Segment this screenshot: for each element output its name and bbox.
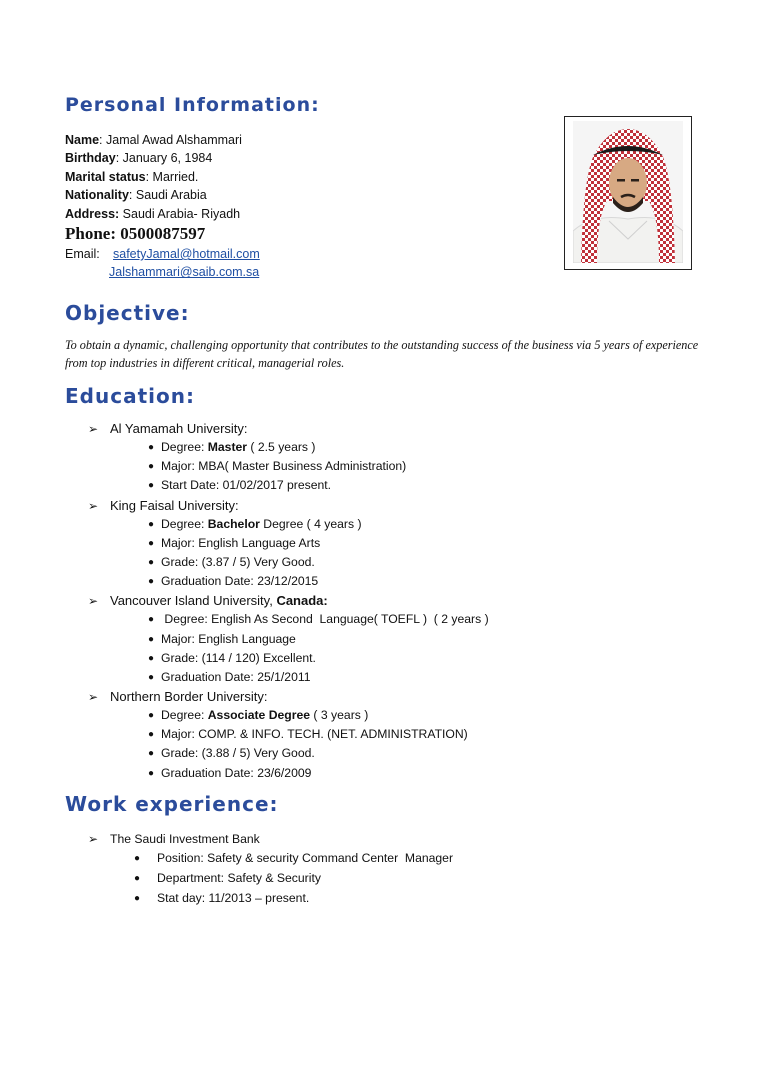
work-experience-heading: Work experience: bbox=[65, 792, 279, 816]
marital-value: : Married. bbox=[145, 169, 199, 184]
list-item bbox=[88, 725, 468, 744]
university-name: Al Yamamah University: bbox=[110, 421, 248, 436]
grade-text: Grade: (3.87 / 5) Very Good. bbox=[161, 554, 315, 569]
university-al-yamamah bbox=[88, 419, 328, 438]
phone: Phone: 0500087597 bbox=[65, 224, 206, 244]
objective-text: To obtain a dynamic, challenging opportunity that contributes to the outstanding success of the business via 5 years of experience from top industries in different critical, managerial roles. bbox=[65, 338, 699, 370]
degree-text bbox=[161, 706, 368, 725]
birthday-label: Birthday bbox=[65, 151, 116, 166]
bullet-icon: ● bbox=[148, 461, 155, 473]
nationality-row bbox=[65, 186, 260, 204]
address-value: Saudi Arabia- Riyadh bbox=[119, 206, 241, 221]
bullet-icon: ● bbox=[148, 442, 155, 453]
name-label: Name bbox=[65, 133, 100, 147]
department-text: Department: Safety & Security bbox=[157, 870, 321, 885]
list-item bbox=[88, 744, 328, 763]
start-date-text: Start Date: 01/02/2017 present. bbox=[161, 478, 332, 493]
degree-label: Degree: bbox=[161, 440, 208, 454]
objective-heading: Objective: bbox=[65, 301, 190, 325]
bullet-icon: ● bbox=[148, 633, 155, 645]
list-item bbox=[88, 572, 328, 591]
bullet-icon: ● bbox=[134, 892, 141, 904]
email-link-hotmail[interactable]: safetyJamal@hotmail.com bbox=[113, 247, 260, 262]
bullet-icon: ● bbox=[148, 671, 155, 683]
graduation-date-text: Graduation Date: 25/1/2011 bbox=[161, 669, 311, 684]
university-name-text: Vancouver Island University, bbox=[110, 593, 277, 609]
degree-level: Master bbox=[207, 440, 248, 454]
degree-label: Degree: bbox=[161, 708, 208, 723]
bullet-icon: ● bbox=[148, 710, 155, 722]
major-text: Major: COMP. & INFO. TECH. (NET. ADMINISTRATION) bbox=[161, 727, 468, 742]
list-item bbox=[88, 515, 362, 534]
degree-text bbox=[161, 515, 362, 534]
bullet-icon: ● bbox=[148, 480, 155, 492]
list-item bbox=[88, 534, 328, 553]
bullet-icon: ● bbox=[148, 614, 155, 626]
university-king-faisal bbox=[88, 496, 328, 515]
personal-information-heading: Personal Information: bbox=[65, 94, 320, 116]
email-label: Email: bbox=[65, 247, 100, 262]
education-list bbox=[88, 419, 489, 783]
bullet-icon: ● bbox=[148, 767, 155, 779]
profile-photo-frame bbox=[564, 116, 692, 270]
bullet-icon: ● bbox=[148, 729, 155, 741]
university-name bbox=[110, 593, 328, 608]
list-item bbox=[88, 869, 321, 889]
arrow-bullet-icon: ➢ bbox=[88, 832, 99, 846]
list-item bbox=[88, 889, 310, 909]
list-item bbox=[88, 610, 489, 629]
list-item bbox=[88, 764, 328, 783]
grade-text: Grade: (114 / 120) Excellent. bbox=[161, 650, 316, 665]
employer-name: The Saudi Investment Bank bbox=[110, 832, 260, 846]
education-heading: Education: bbox=[65, 384, 195, 408]
nationality-value: : Saudi Arabia bbox=[128, 188, 207, 203]
bullet-icon: ● bbox=[148, 748, 155, 760]
university-country: Canada: bbox=[276, 593, 328, 609]
bullet-icon: ● bbox=[148, 652, 155, 664]
degree-level: Bachelor bbox=[207, 516, 260, 531]
bullet-icon: ● bbox=[134, 853, 141, 864]
name-row bbox=[65, 131, 260, 149]
birthday-value: : January 6, 1984 bbox=[115, 151, 213, 166]
major-text: Major: English Language Arts bbox=[161, 535, 321, 550]
position-text: Position: Safety & security Command Center Manager bbox=[157, 851, 454, 865]
email-row-2 bbox=[65, 263, 260, 281]
name-value: : Jamal Awad Alshammari bbox=[99, 133, 242, 147]
degree-text bbox=[161, 438, 315, 457]
degree-duration: Degree ( 4 years ) bbox=[259, 516, 362, 531]
list-item bbox=[88, 457, 407, 476]
bullet-icon: ● bbox=[148, 576, 155, 588]
arrow-bullet-icon: ➢ bbox=[88, 422, 99, 436]
major-text: Major: MBA( Master Business Administration) bbox=[161, 459, 407, 474]
university-vancouver-island bbox=[88, 591, 328, 610]
arrow-bullet-icon: ➢ bbox=[88, 594, 99, 609]
university-northern-border bbox=[88, 687, 328, 706]
marital-label: Marital status bbox=[65, 169, 146, 184]
personal-details bbox=[65, 131, 260, 282]
degree-text: Degree: English As Second Language( TOEFL ) ( 2 years ) bbox=[161, 612, 489, 627]
list-item bbox=[88, 553, 328, 572]
university-name: King Faisal University: bbox=[110, 497, 239, 513]
list-item bbox=[88, 649, 328, 668]
list-item bbox=[88, 706, 369, 725]
arrow-bullet-icon: ➢ bbox=[88, 498, 99, 513]
work-experience-list bbox=[88, 829, 454, 908]
list-item bbox=[88, 849, 454, 869]
address-row bbox=[65, 205, 260, 223]
graduation-date-text: Graduation Date: 23/6/2009 bbox=[161, 765, 312, 780]
list-item bbox=[88, 630, 328, 649]
email-link-saib[interactable]: Jalshammari@saib.com.sa bbox=[109, 265, 260, 280]
employer-saudi-investment-bank bbox=[88, 829, 260, 849]
degree-level: Associate Degree bbox=[207, 708, 311, 723]
start-day-text: Stat day: 11/2013 – present. bbox=[157, 890, 310, 905]
degree-label: Degree: bbox=[161, 516, 208, 531]
bullet-icon: ● bbox=[148, 537, 155, 549]
bullet-icon: ● bbox=[148, 518, 155, 530]
graduation-date-text: Graduation Date: 23/12/2015 bbox=[161, 574, 319, 589]
major-text: Major: English Language bbox=[161, 631, 296, 646]
address-label: Address: bbox=[65, 206, 120, 221]
list-item bbox=[88, 438, 328, 457]
university-name: Northern Border University: bbox=[110, 689, 268, 705]
arrow-bullet-icon: ➢ bbox=[88, 690, 99, 705]
list-item bbox=[88, 668, 328, 687]
bullet-icon: ● bbox=[148, 556, 155, 568]
degree-duration: ( 3 years ) bbox=[310, 708, 369, 723]
profile-photo bbox=[573, 121, 683, 263]
bullet-icon: ● bbox=[134, 872, 141, 884]
nationality-label: Nationality bbox=[65, 188, 129, 203]
profile-photo-illustration bbox=[573, 121, 683, 263]
marital-row bbox=[65, 168, 260, 186]
birthday-row bbox=[65, 149, 260, 167]
degree-duration: ( 2.5 years ) bbox=[247, 440, 316, 454]
grade-text: Grade: (3.88 / 5) Very Good. bbox=[161, 746, 315, 761]
email-row bbox=[65, 245, 260, 263]
list-item bbox=[88, 476, 332, 495]
